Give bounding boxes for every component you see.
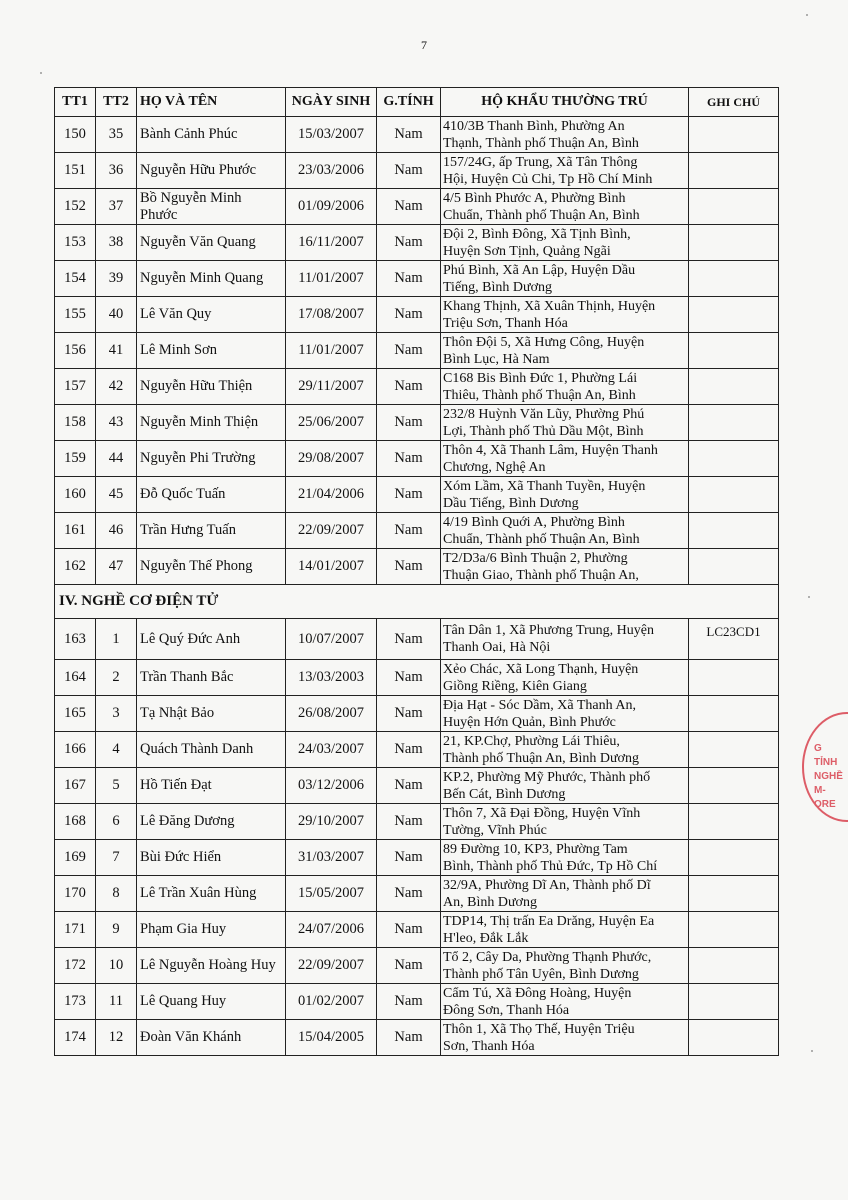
header-name: HỌ VÀ TÊN (137, 88, 286, 117)
cell-name: Lê Đăng Dương (137, 804, 286, 840)
cell-dob: 25/06/2007 (286, 405, 377, 441)
table-body-group-b (55, 619, 779, 1056)
cell-tt2: 45 (96, 477, 137, 513)
cell-gender: Nam (377, 1020, 441, 1056)
header-tt1: TT1 (55, 88, 96, 117)
cell-address (441, 912, 689, 948)
stamp-text-4: M- (814, 785, 826, 796)
cell-tt2: 7 (96, 840, 137, 876)
cell-tt2: 10 (96, 948, 137, 984)
cell-note (689, 948, 779, 984)
cell-tt1: 160 (55, 477, 96, 513)
cell-tt1: 153 (55, 225, 96, 261)
header-tt2: TT2 (96, 88, 137, 117)
cell-name: Lê Văn Quy (137, 297, 286, 333)
cell-name: Tạ Nhật Bảo (137, 696, 286, 732)
cell-tt1: 152 (55, 189, 96, 225)
cell-address (441, 333, 689, 369)
cell-gender: Nam (377, 117, 441, 153)
cell-tt1: 151 (55, 153, 96, 189)
stamp-text-2: TỈNH (814, 757, 838, 768)
address-line: Dầu Tiếng, Bình Dương (443, 495, 579, 511)
address-line: T2/D3a/6 Bình Thuận 2, Phường (443, 550, 628, 566)
address-line: KP.2, Phường Mỹ Phước, Thành phố (443, 769, 651, 785)
cell-tt2: 2 (96, 660, 137, 696)
address-line: Đông Sơn, Thanh Hóa (443, 1002, 570, 1018)
cell-gender: Nam (377, 369, 441, 405)
address-line: An, Bình Dương (443, 894, 537, 910)
cell-gender: Nam (377, 768, 441, 804)
address-line: Phú Bình, Xã An Lập, Huyện Dầu (443, 262, 636, 278)
cell-address (441, 549, 689, 585)
cell-dob: 15/04/2005 (286, 1020, 377, 1056)
address-line: Thuận Giao, Thành phố Thuận An, (443, 567, 639, 583)
address-line: Tân Dân 1, Xã Phương Trung, Huyện (443, 623, 654, 638)
address-line: C168 Bis Bình Đức 1, Phường Lái (443, 370, 638, 386)
cell-tt2: 41 (96, 333, 137, 369)
cell-address (441, 768, 689, 804)
cell-tt1: 171 (55, 912, 96, 948)
scan-speck (806, 14, 808, 16)
cell-tt2: 4 (96, 732, 137, 768)
header-address: HỘ KHẨU THƯỜNG TRÚ (441, 88, 689, 117)
cell-tt2: 40 (96, 297, 137, 333)
cell-gender: Nam (377, 153, 441, 189)
section-group (55, 585, 779, 619)
table-row (55, 333, 779, 369)
cell-tt2: 9 (96, 912, 137, 948)
table-header-row (55, 88, 779, 117)
cell-address (441, 660, 689, 696)
cell-tt2: 3 (96, 696, 137, 732)
address-line: Thôn 4, Xã Thanh Lâm, Huyện Thanh (443, 442, 658, 458)
cell-gender: Nam (377, 912, 441, 948)
cell-address (441, 369, 689, 405)
cell-name: Trần Thanh Bắc (137, 660, 286, 696)
cell-note (689, 804, 779, 840)
cell-tt2: 1 (96, 619, 137, 660)
cell-tt1: 163 (55, 619, 96, 660)
official-stamp (802, 712, 848, 822)
cell-name: Đỗ Quốc Tuấn (137, 477, 286, 513)
cell-tt1: 174 (55, 1020, 96, 1056)
cell-note (689, 117, 779, 153)
cell-dob: 23/03/2006 (286, 153, 377, 189)
cell-note (689, 1020, 779, 1056)
cell-name: Hồ Tiến Đạt (137, 768, 286, 804)
table-body-group-a (55, 117, 779, 585)
cell-tt1: 157 (55, 369, 96, 405)
table-row (55, 441, 779, 477)
student-list-table (54, 87, 779, 1056)
address-line: Bình, Thành phố Thủ Đức, Tp Hồ Chí (443, 858, 658, 874)
cell-note (689, 477, 779, 513)
address-line: Tổ 2, Cây Da, Phường Thạnh Phước, (443, 949, 652, 965)
cell-dob: 15/05/2007 (286, 876, 377, 912)
address-line: TDP14, Thị trấn Ea Drăng, Huyện Ea (443, 913, 655, 929)
address-line: Thành phố Thuận An, Bình Dương (443, 750, 639, 766)
cell-dob: 16/11/2007 (286, 225, 377, 261)
table-row (55, 297, 779, 333)
address-line: 32/9A, Phường Dĩ An, Thành phố Dĩ (443, 877, 651, 893)
address-line: 410/3B Thanh Bình, Phường An (443, 118, 625, 134)
table-row (55, 369, 779, 405)
cell-dob: 26/08/2007 (286, 696, 377, 732)
address-line: Thành phố Tân Uyên, Bình Dương (443, 966, 639, 982)
cell-note (689, 153, 779, 189)
table-row (55, 876, 779, 912)
address-line: Địa Hạt - Sóc Dầm, Xã Thanh An, (443, 697, 636, 713)
stamp-text-3: NGHỀ (814, 771, 843, 782)
cell-address (441, 948, 689, 984)
address-line: Lợi, Thành phố Thủ Dầu Một, Bình (443, 423, 644, 439)
table-row (55, 984, 779, 1020)
cell-tt2: 38 (96, 225, 137, 261)
table-row (55, 117, 779, 153)
cell-note (689, 261, 779, 297)
section-row (55, 585, 779, 619)
table-row (55, 1020, 779, 1056)
address-line: Thanh Oai, Hà Nội (443, 640, 551, 655)
cell-address (441, 153, 689, 189)
section-title: IV. NGHỀ CƠ ĐIỆN TỬ (55, 585, 779, 619)
address-line: Thạnh, Thành phố Thuận An, Bình (443, 135, 639, 151)
cell-address (441, 405, 689, 441)
cell-dob: 29/11/2007 (286, 369, 377, 405)
cell-gender: Nam (377, 948, 441, 984)
address-line: Sơn, Thanh Hóa (443, 1038, 535, 1054)
address-line: 157/24G, ấp Trung, Xã Tân Thông (443, 154, 638, 170)
cell-name: Nguyễn Thế Phong (137, 549, 286, 585)
cell-address (441, 984, 689, 1020)
cell-name: Phạm Gia Huy (137, 912, 286, 948)
table-row (55, 912, 779, 948)
address-line: H'leo, Đắk Lắk (443, 930, 529, 946)
cell-note (689, 405, 779, 441)
address-line: Đội 2, Bình Đông, Xã Tịnh Bình, (443, 226, 631, 242)
cell-dob: 14/01/2007 (286, 549, 377, 585)
cell-address (441, 189, 689, 225)
cell-name: Lê Nguyễn Hoàng Huy (137, 948, 286, 984)
cell-tt1: 165 (55, 696, 96, 732)
address-line: Khang Thịnh, Xã Xuân Thịnh, Huyện (443, 298, 656, 314)
cell-gender: Nam (377, 477, 441, 513)
cell-gender: Nam (377, 984, 441, 1020)
cell-name: Nguyễn Hữu Thiện (137, 369, 286, 405)
table-row (55, 405, 779, 441)
cell-gender: Nam (377, 225, 441, 261)
cell-address (441, 840, 689, 876)
table-row (55, 804, 779, 840)
cell-note (689, 984, 779, 1020)
cell-tt1: 167 (55, 768, 96, 804)
cell-gender: Nam (377, 696, 441, 732)
header-dob: NGÀY SINH (286, 88, 377, 117)
cell-tt1: 159 (55, 441, 96, 477)
cell-address (441, 261, 689, 297)
cell-address (441, 297, 689, 333)
cell-tt2: 37 (96, 189, 137, 225)
cell-note (689, 297, 779, 333)
cell-tt2: 39 (96, 261, 137, 297)
cell-note (689, 660, 779, 696)
cell-tt2: 44 (96, 441, 137, 477)
cell-note (689, 732, 779, 768)
cell-dob: 01/09/2006 (286, 189, 377, 225)
cell-gender: Nam (377, 513, 441, 549)
table-row (55, 696, 779, 732)
cell-tt1: 169 (55, 840, 96, 876)
cell-address (441, 1020, 689, 1056)
address-line: 4/19 Bình Quới A, Phường Bình (443, 514, 625, 530)
cell-address (441, 225, 689, 261)
table-row (55, 948, 779, 984)
header-gender: G.TÍNH (377, 88, 441, 117)
cell-address (441, 876, 689, 912)
cell-gender: Nam (377, 441, 441, 477)
cell-tt2: 8 (96, 876, 137, 912)
cell-gender: Nam (377, 660, 441, 696)
header-note: GHI CHÚ (689, 88, 779, 117)
cell-tt1: 161 (55, 513, 96, 549)
cell-tt2: 43 (96, 405, 137, 441)
cell-address (441, 804, 689, 840)
stamp-text-5: ORE (814, 799, 836, 810)
cell-tt2: 5 (96, 768, 137, 804)
address-line: Chương, Nghệ An (443, 459, 546, 475)
cell-dob: 24/07/2006 (286, 912, 377, 948)
table-row (55, 660, 779, 696)
cell-name: Đoàn Văn Khánh (137, 1020, 286, 1056)
cell-note (689, 912, 779, 948)
address-line: Thiêu, Thành phố Thuận An, Bình (443, 387, 636, 403)
cell-name: Bùi Đức Hiển (137, 840, 286, 876)
cell-address (441, 696, 689, 732)
address-line: Xóm Lầm, Xã Thanh Tuyền, Huyện (443, 478, 646, 494)
address-line: Thôn 7, Xã Đại Đồng, Huyện Vĩnh (443, 805, 641, 821)
address-line: 89 Đường 10, KP3, Phường Tam (443, 841, 628, 857)
cell-tt2: 42 (96, 369, 137, 405)
cell-tt1: 156 (55, 333, 96, 369)
address-line: Xẻo Chác, Xã Long Thạnh, Huyện (443, 661, 639, 677)
table-row (55, 189, 779, 225)
cell-gender: Nam (377, 405, 441, 441)
scan-speck (811, 1050, 813, 1052)
cell-gender: Nam (377, 333, 441, 369)
cell-dob: 31/03/2007 (286, 840, 377, 876)
address-line: Huyện Hớn Quản, Bình Phước (443, 714, 616, 730)
cell-address (441, 477, 689, 513)
cell-tt1: 162 (55, 549, 96, 585)
cell-dob: 21/04/2006 (286, 477, 377, 513)
address-line: Chuẩn, Thành phố Thuận An, Bình (443, 531, 640, 547)
cell-gender: Nam (377, 261, 441, 297)
cell-name: Quách Thành Danh (137, 732, 286, 768)
address-line: Cẩm Tú, Xã Đông Hoàng, Huyện (443, 985, 632, 1001)
address-line: Chuẩn, Thành phố Thuận An, Bình (443, 207, 640, 223)
cell-address (441, 732, 689, 768)
cell-tt2: 11 (96, 984, 137, 1020)
cell-gender: Nam (377, 297, 441, 333)
address-line: 232/8 Huỳnh Văn Lũy, Phường Phú (443, 406, 645, 422)
cell-name: Lê Quang Huy (137, 984, 286, 1020)
cell-tt1: 172 (55, 948, 96, 984)
cell-tt2: 12 (96, 1020, 137, 1056)
cell-gender: Nam (377, 804, 441, 840)
table-row (55, 840, 779, 876)
address-line: Triệu Sơn, Thanh Hóa (443, 315, 568, 331)
cell-tt1: 155 (55, 297, 96, 333)
cell-note (689, 189, 779, 225)
address-line: Tiếng, Bình Dương (443, 279, 552, 295)
cell-note (689, 333, 779, 369)
cell-dob: 01/02/2007 (286, 984, 377, 1020)
table-row (55, 549, 779, 585)
cell-dob: 03/12/2006 (286, 768, 377, 804)
cell-address (441, 513, 689, 549)
cell-gender: Nam (377, 732, 441, 768)
address-line: 4/5 Bình Phước A, Phường Bình (443, 190, 626, 206)
cell-note (689, 696, 779, 732)
address-line: Tường, Vĩnh Phúc (443, 822, 547, 838)
cell-note (689, 369, 779, 405)
cell-dob: 13/03/2003 (286, 660, 377, 696)
cell-dob: 22/09/2007 (286, 948, 377, 984)
cell-name: Lê Minh Sơn (137, 333, 286, 369)
cell-dob: 10/07/2007 (286, 619, 377, 660)
cell-name: Nguyễn Văn Quang (137, 225, 286, 261)
cell-dob: 22/09/2007 (286, 513, 377, 549)
cell-gender: Nam (377, 840, 441, 876)
cell-note (689, 225, 779, 261)
cell-name: Lê Trần Xuân Hùng (137, 876, 286, 912)
cell-tt2: 6 (96, 804, 137, 840)
table-row (55, 261, 779, 297)
address-line: Thôn Đội 5, Xã Hưng Công, Huyện (443, 334, 645, 350)
table-row (55, 153, 779, 189)
cell-name: Trần Hưng Tuấn (137, 513, 286, 549)
cell-note (689, 768, 779, 804)
cell-name: Lê Quý Đức Anh (137, 619, 286, 660)
cell-dob: 24/03/2007 (286, 732, 377, 768)
cell-tt2: 46 (96, 513, 137, 549)
cell-tt2: 36 (96, 153, 137, 189)
cell-address (441, 441, 689, 477)
cell-name: Nguyễn Phi Trường (137, 441, 286, 477)
table-row (55, 477, 779, 513)
cell-gender: Nam (377, 549, 441, 585)
cell-tt1: 158 (55, 405, 96, 441)
table-row (55, 768, 779, 804)
cell-note (689, 840, 779, 876)
cell-tt1: 154 (55, 261, 96, 297)
address-line: Giồng Riềng, Kiên Giang (443, 678, 587, 694)
cell-name: Nguyễn Minh Quang (137, 261, 286, 297)
cell-dob: 17/08/2007 (286, 297, 377, 333)
address-line: Bến Cát, Bình Dương (443, 786, 566, 802)
cell-note: LC23CD1 (689, 619, 779, 660)
table-row (55, 225, 779, 261)
address-line: Huyện Sơn Tịnh, Quảng Ngãi (443, 243, 611, 259)
table-row (55, 513, 779, 549)
cell-dob: 29/08/2007 (286, 441, 377, 477)
address-line: Bình Lục, Hà Nam (443, 351, 550, 367)
scan-speck (808, 596, 810, 598)
cell-tt1: 170 (55, 876, 96, 912)
scan-speck (40, 72, 42, 74)
cell-gender: Nam (377, 876, 441, 912)
cell-dob: 29/10/2007 (286, 804, 377, 840)
table-row (55, 619, 779, 660)
cell-note (689, 441, 779, 477)
cell-tt1: 150 (55, 117, 96, 153)
cell-dob: 11/01/2007 (286, 261, 377, 297)
cell-address (441, 619, 689, 660)
page-number: 7 (421, 38, 427, 52)
cell-tt1: 164 (55, 660, 96, 696)
address-line: Thôn 1, Xã Thọ Thế, Huyện Triệu (443, 1021, 635, 1037)
cell-name: Nguyễn Minh Thiện (137, 405, 286, 441)
cell-tt1: 168 (55, 804, 96, 840)
cell-address (441, 117, 689, 153)
address-line: Hội, Huyện Củ Chi, Tp Hồ Chí Minh (443, 171, 653, 187)
cell-gender: Nam (377, 619, 441, 660)
cell-name: Bành Cảnh Phúc (137, 117, 286, 153)
cell-name: Bồ Nguyễn Minh Phước (137, 189, 286, 225)
cell-note (689, 549, 779, 585)
cell-note (689, 513, 779, 549)
cell-dob: 15/03/2007 (286, 117, 377, 153)
cell-name: Nguyễn Hữu Phước (137, 153, 286, 189)
address-line: 21, KP.Chợ, Phường Lái Thiêu, (443, 733, 620, 749)
stamp-text-1: G (814, 743, 822, 754)
cell-gender: Nam (377, 189, 441, 225)
table-row (55, 732, 779, 768)
cell-tt1: 166 (55, 732, 96, 768)
cell-tt2: 35 (96, 117, 137, 153)
cell-note (689, 876, 779, 912)
cell-tt2: 47 (96, 549, 137, 585)
cell-tt1: 173 (55, 984, 96, 1020)
cell-dob: 11/01/2007 (286, 333, 377, 369)
